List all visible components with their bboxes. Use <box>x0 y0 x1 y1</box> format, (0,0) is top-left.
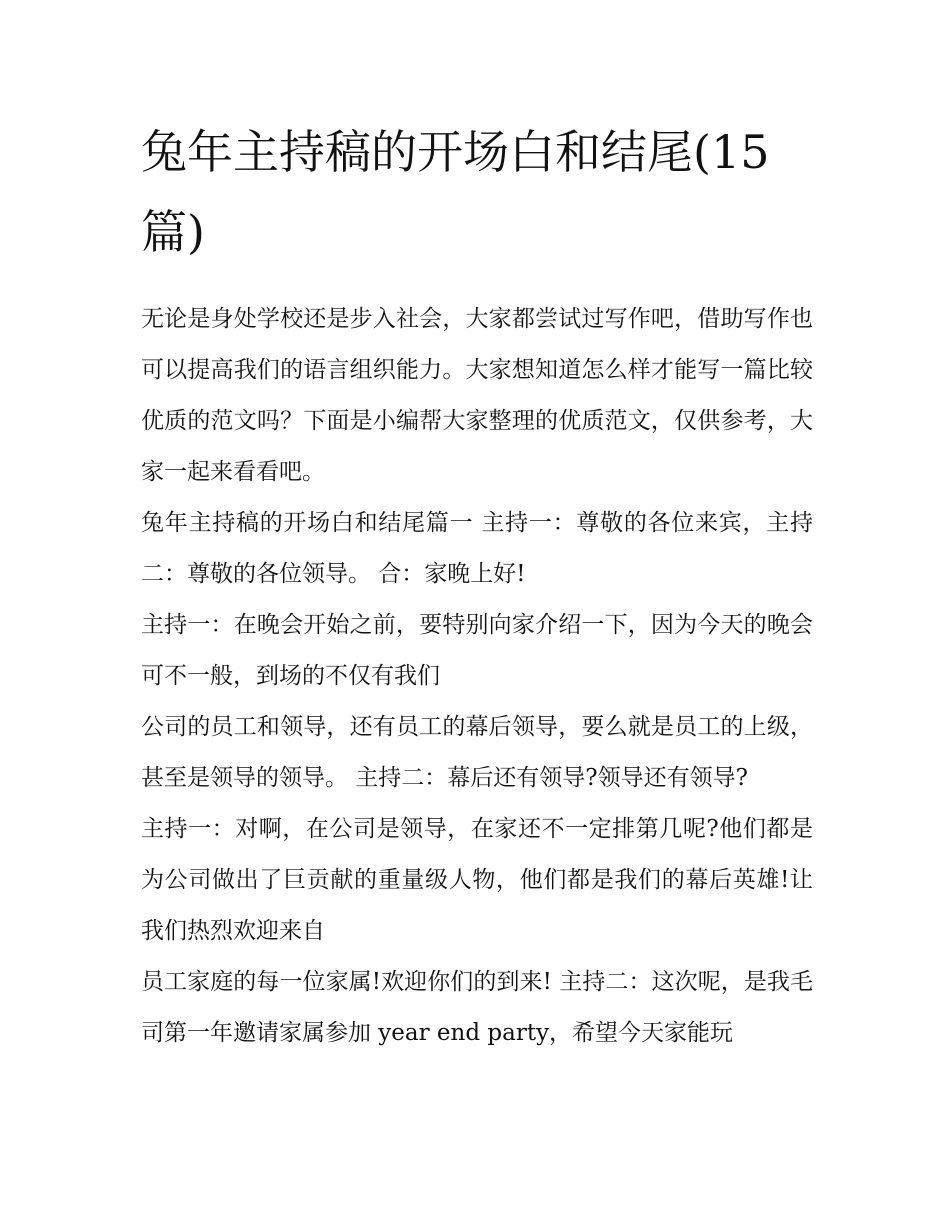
paragraph-unsung-heroes: 主持一：对啊，在公司是领导，在家还不一定排第几呢?他们都是为公司做出了巨贡献的重量级人物，他们都是我们的幕后英雄!让我们热烈欢迎来自 <box>141 816 813 944</box>
intro-paragraph: 无论是身处学校还是步入社会，大家都尝试过写作吧，借助写作也可以提高我们的语言组织能力。大家想知道怎么样才能写一篇比较优质的范文吗？下面是小编帮大家整理的优质范文，仅供参考，大家一起来看看吧。 <box>141 306 813 485</box>
paragraph-host-greeting: 兔年主持稿的开场白和结尾篇一 主持一：尊敬的各位来宾，主持二：尊敬的各位领导。 合：家晚上好! <box>141 510 813 587</box>
document-title: 兔年主持稿的开场白和结尾(15篇) <box>141 125 770 259</box>
paragraph-family-welcome: 员工家庭的每一位家属!欢迎你们的到来! 主持二：这次呢，是我毛司第一年邀请家属参加 year end party，希望今天家能玩 <box>141 969 813 1046</box>
paragraph-behind-scenes-leaders: 公司的员工和领导，还有员工的幕后领导，要么就是员工的上级，甚至是领导的领导。 主持二：幕后还有领导?领导还有领导? <box>141 714 813 791</box>
paragraph-host-introduction: 主持一：在晚会开始之前，要特别向家介绍一下，因为今天的晚会可不一般，到场的不仅有我们 <box>141 612 813 689</box>
document-page <box>141 112 813 1059</box>
